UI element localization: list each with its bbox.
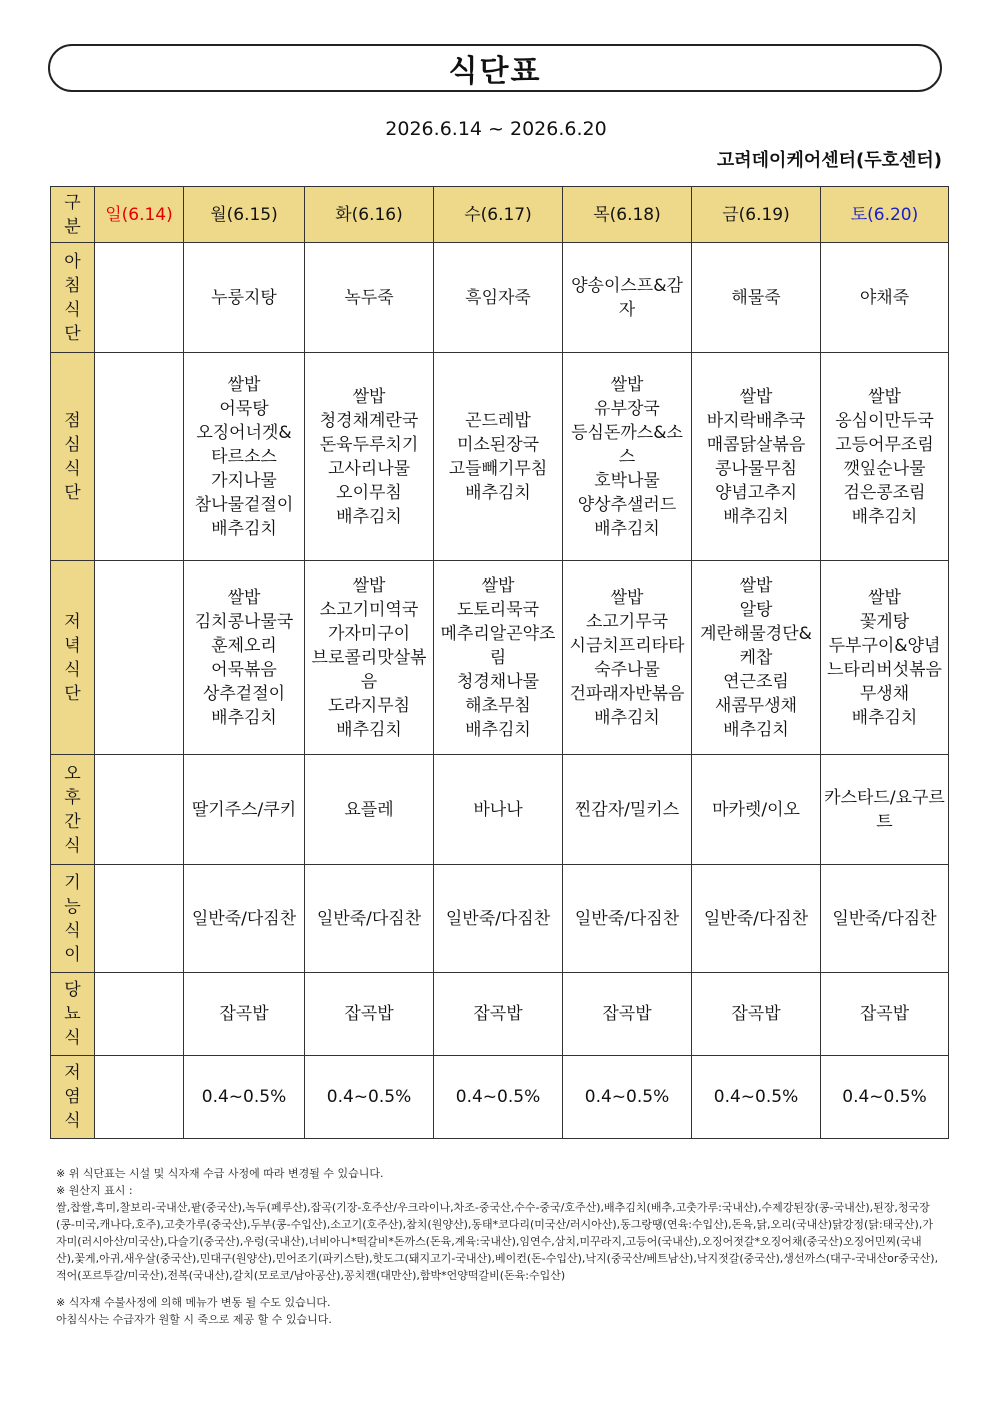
lunch-cell-tue: 쌀밥 청경채계란국 돈육두루치기 고사리나물 오이무침 배추김치 bbox=[305, 353, 434, 561]
snack-cell-sun bbox=[95, 755, 184, 865]
snack-cell-mon: 딸기주스/쿠키 bbox=[184, 755, 305, 865]
functional-cell-sun bbox=[95, 865, 184, 973]
note-supply: ※ 식자재 수불사정에 의해 메뉴가 변동 될 수도 있습니다. bbox=[56, 1296, 331, 1309]
breakfast-row bbox=[51, 243, 949, 353]
breakfast-cell-thu: 양송이스프&감 자 bbox=[563, 243, 692, 353]
day-header-thu: 목(6.18) bbox=[563, 187, 692, 243]
lowsalt-cell-thu: 0.4~0.5% bbox=[563, 1056, 692, 1139]
lowsalt-cell-tue: 0.4~0.5% bbox=[305, 1056, 434, 1139]
breakfast-cell-tue: 녹두죽 bbox=[305, 243, 434, 353]
functional-cell-mon: 일반죽/다짐찬 bbox=[184, 865, 305, 973]
lowsalt-cell-fri: 0.4~0.5% bbox=[692, 1056, 821, 1139]
dinner-cell-sun bbox=[95, 561, 184, 755]
functional-cell-sat: 일반죽/다짐찬 bbox=[821, 865, 949, 973]
breakfast-cell-fri: 해물죽 bbox=[692, 243, 821, 353]
note-breakfast: 아침식사는 수급자가 원할 시 죽으로 제공 할 수 있습니다. bbox=[56, 1313, 332, 1326]
snack-cell-sat: 카스타드/요구르 트 bbox=[821, 755, 949, 865]
dinner-row bbox=[51, 561, 949, 755]
functional-row bbox=[51, 865, 949, 973]
lowsalt-cell-sun bbox=[95, 1056, 184, 1139]
center-name: 고려데이케어센터(두호센터) bbox=[716, 150, 942, 171]
lunch-cell-wed: 곤드레밥 미소된장국 고들빼기무침 배추김치 bbox=[434, 353, 563, 561]
snack-cell-fri: 마카렛/이오 bbox=[692, 755, 821, 865]
period: 2026.6.14 ~ 2026.6.20 bbox=[385, 118, 607, 140]
breakfast-cell-sat: 야채죽 bbox=[821, 243, 949, 353]
dinner-cell-mon: 쌀밥 김치콩나물국 훈제오리 어묵볶음 상추겉절이 배추김치 bbox=[184, 561, 305, 755]
breakfast-cell-mon: 누룽지탕 bbox=[184, 243, 305, 353]
breakfast-cell-wed: 흑임자죽 bbox=[434, 243, 563, 353]
diabetic-cell-sat: 잡곡밥 bbox=[821, 973, 949, 1056]
diabetic-cell-wed: 잡곡밥 bbox=[434, 973, 563, 1056]
breakfast-label: 아 침 식 단 bbox=[51, 243, 95, 353]
page-title: 식단표 bbox=[448, 54, 542, 89]
functional-cell-fri: 일반죽/다짐찬 bbox=[692, 865, 821, 973]
lunch-cell-sat: 쌀밥 옹심이만두국 고등어무조림 깻잎순나물 검은콩조림 배추김치 bbox=[821, 353, 949, 561]
note-change: ※ 위 식단표는 시설 및 식자재 수급 사정에 따라 변경될 수 있습니다. bbox=[56, 1167, 384, 1180]
diabetic-row bbox=[51, 973, 949, 1056]
lowsalt-cell-wed: 0.4~0.5% bbox=[434, 1056, 563, 1139]
snack-row bbox=[51, 755, 949, 865]
lunch-cell-thu: 쌀밥 유부장국 등심돈까스&소 스 호박나물 양상추샐러드 배추김치 bbox=[563, 353, 692, 561]
lowsalt-row bbox=[51, 1056, 949, 1139]
dinner-label: 저 녁 식 단 bbox=[51, 561, 95, 755]
day-header-fri: 금(6.19) bbox=[692, 187, 821, 243]
snack-label: 오 후 간 식 bbox=[51, 755, 95, 865]
dinner-cell-tue: 쌀밥 소고기미역국 가자미구이 브로콜리맛살볶 음 도라지무침 배추김치 bbox=[305, 561, 434, 755]
dinner-cell-sat: 쌀밥 꽃게탕 두부구이&양념 느타리버섯볶음 무생채 배추김치 bbox=[821, 561, 949, 755]
dinner-cell-thu: 쌀밥 소고기무국 시금치프리타타 숙주나물 건파래자반볶음 배추김치 bbox=[563, 561, 692, 755]
lunch-cell-sun bbox=[95, 353, 184, 561]
snack-cell-wed: 바나나 bbox=[434, 755, 563, 865]
day-header-wed: 수(6.17) bbox=[434, 187, 563, 243]
day-header-sat: 토(6.20) bbox=[821, 187, 949, 243]
day-header-mon: 월(6.15) bbox=[184, 187, 305, 243]
lunch-row bbox=[51, 353, 949, 561]
diabetic-cell-thu: 잡곡밥 bbox=[563, 973, 692, 1056]
day-header-tue: 화(6.16) bbox=[305, 187, 434, 243]
diabetic-cell-tue: 잡곡밥 bbox=[305, 973, 434, 1056]
breakfast-cell-sun bbox=[95, 243, 184, 353]
note-origin-title: ※ 원산지 표시 : bbox=[56, 1184, 133, 1197]
functional-label: 기 능 식 이 bbox=[51, 865, 95, 973]
functional-cell-wed: 일반죽/다짐찬 bbox=[434, 865, 563, 973]
lunch-label: 점 심 식 단 bbox=[51, 353, 95, 561]
lowsalt-label: 저 염 식 bbox=[51, 1056, 95, 1139]
header-row bbox=[51, 187, 949, 243]
lunch-cell-mon: 쌀밥 어묵탕 오징어너겟& 타르소스 가지나물 참나물겉절이 배추김치 bbox=[184, 353, 305, 561]
lowsalt-cell-mon: 0.4~0.5% bbox=[184, 1056, 305, 1139]
dinner-cell-wed: 쌀밥 도토리묵국 메추리알곤약조 림 청경채나물 해초무침 배추김치 bbox=[434, 561, 563, 755]
note-origin-list: 쌀,찹쌀,흑미,찰보리-국내산,팥(중국산),녹두(페루산),잡곡(기장-호주산/우크라이나,차조-중국산,수수-중국/호주산),배추김치(배추,고춧가루:국내산),수제강된장(콩-국내산),된장,청국장(콩-미국,캐나다,호주),고춧가루(중국산),두부(콩-수입산),소고기(호주산),참치(원양산),동태*코다리(미국산/러시아산),동그랑땡(연육:수입산),돈육,닭,오리(국내산)닭강정(닭:태국산),가자미(러시아산/미국산),다슬기(중국산),우렁(국내산),너비아니*떡갈비*돈까스(돈육,계육:국내산),임연수,삼치,미꾸라지,고등어(국내산),오징어젓갈*오징어채(중국산)오징어민찌(국내산),꽃게,아귀,새우살(중국산),민대구(원양산),민어조기(파키스탄),핫도그(돼지고기-국내산),베이컨(돈-수입산),낙지(중국산/베트남산),낙지젓갈(중국산),생선까스(대구-국내산or중국산),적어(포르투갈/미국산),전복(국내산),갈치(모로코/남아공산),꽁치캔(대만산),함박*언양떡갈비(돈육:수입산) bbox=[56, 1201, 939, 1282]
menu-table bbox=[50, 186, 949, 1139]
lowsalt-cell-sat: 0.4~0.5% bbox=[821, 1056, 949, 1139]
snack-cell-thu: 찐감자/밀키스 bbox=[563, 755, 692, 865]
notes bbox=[56, 1165, 940, 1328]
functional-cell-thu: 일반죽/다짐찬 bbox=[563, 865, 692, 973]
diabetic-cell-mon: 잡곡밥 bbox=[184, 973, 305, 1056]
diabetic-label: 당 뇨 식 bbox=[51, 973, 95, 1056]
lunch-cell-fri: 쌀밥 바지락배추국 매콤닭살볶음 콩나물무침 양념고추지 배추김치 bbox=[692, 353, 821, 561]
day-header-sun: 일(6.14) bbox=[95, 187, 184, 243]
dinner-cell-fri: 쌀밥 알탕 계란해물경단& 케찹 연근조림 새콤무생채 배추김치 bbox=[692, 561, 821, 755]
functional-cell-tue: 일반죽/다짐찬 bbox=[305, 865, 434, 973]
title-box bbox=[48, 44, 942, 92]
snack-cell-tue: 요플레 bbox=[305, 755, 434, 865]
diabetic-cell-fri: 잡곡밥 bbox=[692, 973, 821, 1056]
diabetic-cell-sun bbox=[95, 973, 184, 1056]
corner-label: 구 분 bbox=[51, 187, 95, 243]
